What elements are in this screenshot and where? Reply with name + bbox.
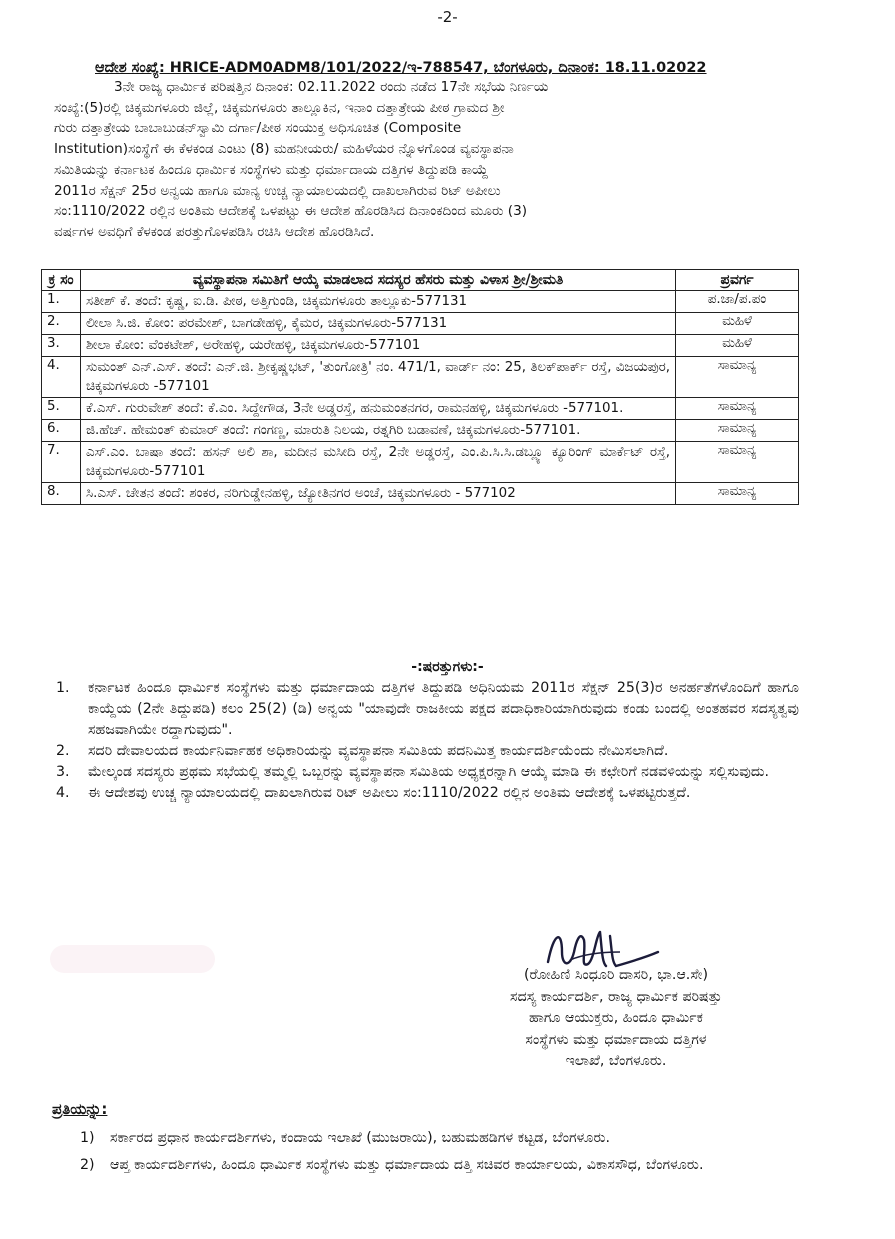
member-name-cell: ಸುಮಂತ್ ಎನ್.ಎಸ್. ತಂದೆ: ಎನ್.ಜಿ. ಶ್ರೀಕೃಷ್ಣಭಟ್, 'ತುಂಗೋತ್ರಿ' ನಂ. 471/1, ವಾರ್ಡ್ ನಂ: 25, ತಿಲಕ್‌ಪಾರ್ಕ್ ರಸ್ತೆ, ವಿಜಯಪುರ, ಚಿಕ್ಕಮಗಳೂರು -577101 — [81, 357, 676, 398]
member-category-cell: ಮಹಿಳೆ — [676, 335, 799, 357]
signatory-block — [426, 965, 806, 1073]
table-row — [42, 442, 799, 483]
condition-item — [54, 783, 799, 804]
table-row — [42, 313, 799, 335]
intro-line: ವರ್ಷಗಳ ಅವಧಿಗೆ ಕೆಳಕಂಡ ಪರತ್ತುಗೊಳಪಡಿಸಿ ರಚಿಸಿ ಆದೇಶ ಹೊರಡಿಸಿದೆ. — [54, 223, 375, 240]
header-sl-no: ಕ್ರ ಸಂ — [42, 270, 81, 291]
member-name-cell: ಸಿ.ಎಸ್. ಚೇತನ ತಂದೆ: ಶಂಕರ, ನರಿಗುಡ್ಡೇನಹಳ್ಳಿ, ಜ್ಯೋತಿನಗರ ಅಂಚೆ, ಚಿಕ್ಕಮಗಳೂರು - 577102 — [81, 483, 676, 505]
copy-text: ಸರ್ಕಾರದ ಪ್ರಧಾನ ಕಾರ್ಯದರ್ಶಿಗಳು, ಕಂದಾಯ ಇಲಾಖೆ (ಮುಜರಾಯಿ), ಬಹುಮಹಡಿಗಳ ಕಟ್ಟಡ, ಬೆಂಗಳೂರು. — [110, 1130, 610, 1146]
member-name-cell: ಲೀಲಾ ಸಿ.ಜಿ. ಕೋಂ: ಪರಮೇಶ್, ಬಾಗಡೇಹಳ್ಳಿ, ಕೈಮರ, ಚಿಕ್ಕಮಗಳೂರು-577131 — [81, 313, 676, 335]
member-sl-cell: 5. — [42, 398, 81, 420]
member-category-cell: ಸಾಮಾನ್ಯ — [676, 357, 799, 398]
condition-number: 2. — [56, 743, 70, 759]
table-row — [42, 357, 799, 398]
table-header-row — [42, 270, 799, 291]
member-category-cell: ಸಾಮಾನ್ಯ — [676, 483, 799, 505]
table-row — [42, 291, 799, 313]
member-category-cell: ಪ.ಜಾ/ಪ.ಪಂ — [676, 291, 799, 313]
condition-item — [54, 678, 799, 741]
intro-line: ಸಂ:1110/2022 ರಲ್ಲಿನ ಅಂತಿಮ ಆದೇಶಕ್ಕೆ ಒಳಪಟ್ಟು ಈ ಆದೇಶ ಹೊರಡಿಸಿದ ದಿನಾಂಕದಿಂದ ಮೂರು (3) — [54, 203, 528, 220]
member-sl-cell: 6. — [42, 420, 81, 442]
copies-list — [80, 1128, 795, 1182]
table-row — [42, 483, 799, 505]
condition-number: 1. — [56, 680, 70, 696]
intro-line: 3ನೇ ರಾಜ್ಯ ಧಾರ್ಮಿಕ ಪರಿಷತ್ತಿನ ದಿನಾಂಕ: 02.11.2022 ರಂದು ನಡೆದ 17ನೇ ಸಭೆಯ ನಿರ್ಣಯ — [114, 79, 549, 95]
intro-line: ಸಮಿತಿಯನ್ನು ಕರ್ನಾಟಕ ಹಿಂದೂ ಧಾರ್ಮಿಕ ಸಂಸ್ಥೆಗಳು ಮತ್ತು ಧರ್ಮಾದಾಯ ದತ್ತಿಗಳ ತಿದ್ದುಪಡಿ ಕಾಯ್ದೆ — [54, 161, 489, 178]
member-category-cell: ಸಾಮಾನ್ಯ — [676, 442, 799, 483]
member-name-cell: ಕೆ.ಎಸ್. ಗುರುವೇಶ್ ತಂದೆ: ಕೆ.ಎಂ. ಸಿದ್ದೇಗೌಡ, 3ನೇ ಅಡ್ಡರಸ್ತೆ, ಹನುಮಂತನಗರ, ರಾಮನಹಳ್ಳಿ, ಚಿಕ್ಕಮಗಳೂರು -577101. — [81, 398, 676, 420]
page-number: -2- — [437, 8, 458, 26]
intro-line: 2011ರ ಸೆಕ್ಷನ್ 25ರ ಅನ್ವಯ ಹಾಗೂ ಮಾನ್ಯ ಉಚ್ಚ ನ್ಯಾಯಾಲಯದಲ್ಲಿ ದಾಖಲಾಗಿರುವ ರಿಟ್ ಅಪೀಲು — [54, 182, 501, 199]
intro-line: ಸಂಖ್ಯೆ:(5)ರಲ್ಲಿ ಚಿಕ್ಕಮಗಳೂರು ಜಿಲ್ಲೆ, ಚಿಕ್ಕಮಗಳೂರು ತಾಲ್ಲೂಕಿನ, ಇನಾಂ ದತ್ತಾತ್ರೇಯ ಪೀಠ ಗ್ರಾಮದ ಶ್ರೀ — [54, 99, 505, 116]
copies-title: ಪ್ರತಿಯನ್ನು: — [52, 1100, 108, 1118]
signatory-designation: ಸದಸ್ಯ ಕಾರ್ಯದರ್ಶಿ, ರಾಜ್ಯ ಧಾರ್ಮಿಕ ಪರಿಷತ್ತು — [510, 988, 722, 1005]
committee-members-table — [41, 269, 799, 505]
condition-text: ಸದರಿ ದೇವಾಲಯದ ಕಾರ್ಯನಿರ್ವಾಹಕ ಅಧಿಕಾರಿಯನ್ನು ವ್ಯವಸ್ಥಾಪನಾ ಸಮಿತಿಯ ಪದನಿಮಿತ್ತ ಕಾರ್ಯದರ್ಶಿಯೆಂದು ನೇಮಿಸಲಾಗಿದೆ. — [88, 743, 669, 759]
intro-line: ಗುರು ದತ್ತಾತ್ರೇಯ ಬಾಬಾಬುಡನ್‌ಸ್ವಾಮಿ ದರ್ಗಾ/ಪೀಠ ಸಂಯುಕ್ತ ಅಧಿಸೂಚಿತ (Composite — [54, 120, 462, 137]
copy-number: 2) — [80, 1157, 95, 1173]
header-name-address: ವ್ಯವಸ್ಥಾಪನಾ ಸಮಿತಿಗೆ ಆಯ್ಕೆ ಮಾಡಲಾದ ಸದಸ್ಯರ ಹೆಸರು ಮತ್ತು ವಿಳಾಸ ಶ್ರೀ/ಶ್ರೀಮತಿ — [81, 270, 676, 291]
condition-text: ಈ ಆದೇಶವು ಉಚ್ಚ ನ್ಯಾಯಾಲಯದಲ್ಲಿ ದಾಖಲಾಗಿರುವ ರಿಟ್ ಅಪೀಲು ಸಂ:1110/2022 ರಲ್ಲಿನ ಅಂತಿಮ ಆದೇಶಕ್ಕೆ ಒಳಪಟ್ಟಿರುತ್ತದೆ. — [88, 785, 691, 801]
conditions-list — [54, 678, 799, 804]
member-name-cell: ಶೀಲಾ ಕೋಂ: ವೆಂಕಟೇಶ್, ಅರೇಹಳ್ಳಿ, ಯರೇಹಳ್ಳಿ, ಚಿಕ್ಕಮಗಳೂರು-577101 — [81, 335, 676, 357]
table-row — [42, 420, 799, 442]
member-sl-cell: 3. — [42, 335, 81, 357]
condition-text: ಮೇಲ್ಕಂಡ ಸದಸ್ಯರು ಪ್ರಥಮ ಸಭೆಯಲ್ಲಿ ತಮ್ಮಲ್ಲಿ ಒಬ್ಬರನ್ನು ವ್ಯವಸ್ಥಾಪನಾ ಸಮಿತಿಯ ಅಧ್ಯಕ್ಷರನ್ನಾಗಿ ಆಯ್ಕೆ ಮಾಡಿ ಈ ಕಛೇರಿಗೆ ನಡವಳಿಯನ್ನು ಸಲ್ಲಿಸುವುದು. — [88, 764, 770, 780]
member-category-cell: ಸಾಮಾನ್ಯ — [676, 398, 799, 420]
stamp-smudge — [50, 945, 215, 973]
table-row — [42, 398, 799, 420]
signatory-designation: ಸಂಸ್ಥೆಗಳು ಮತ್ತು ಧರ್ಮಾದಾಯ ದತ್ತಿಗಳ — [525, 1031, 707, 1048]
intro-paragraph — [54, 77, 796, 243]
intro-line: Institution)ಸಂಸ್ಥೆಗೆ ಈ ಕೆಳಕಂಡ ಎಂಟು (8) ಮಹನೀಯರು/ ಮಹಿಳೆಯರ ನ್ನೊಳಗೊಂಡ ವ್ಯವಸ್ಥಾಪನಾ — [54, 141, 514, 158]
condition-item — [54, 741, 799, 762]
member-category-cell: ಮಹಿಳೆ — [676, 313, 799, 335]
signatory-designation: ಇಲಾಖೆ, ಬೆಂಗಳೂರು. — [565, 1053, 667, 1069]
member-sl-cell: 1. — [42, 291, 81, 313]
member-sl-cell: 4. — [42, 357, 81, 398]
member-sl-cell: 8. — [42, 483, 81, 505]
member-sl-cell: 7. — [42, 442, 81, 483]
member-name-cell: ಜಿ.ಹೆಚ್. ಹೇಮಂತ್ ಕುಮಾರ್ ತಂದೆ: ಗಂಗಣ್ಣ, ಮಾರುತಿ ನಿಲಯ, ರತ್ನಗಿರಿ ಬಡಾವಣೆ, ಚಿಕ್ಕಮಗಳೂರು-577101. — [81, 420, 676, 442]
condition-number: 4. — [56, 785, 70, 801]
signatory-designation: ಹಾಗೂ ಆಯುಕ್ತರು, ಹಿಂದೂ ಧಾರ್ಮಿಕ — [528, 1010, 703, 1026]
table-row — [42, 335, 799, 357]
conditions-title: -:ಷರತ್ತುಗಳು:- — [411, 659, 484, 675]
condition-item — [54, 762, 799, 783]
order-number-line: ಆದೇಶ ಸಂಖ್ಯೆ: HRICE-ADM0ADM8/101/2022/ಇ-788547, ಬೆಂಗಳೂರು, ದಿನಾಂಕ: 18.11.02022 — [95, 60, 707, 76]
header-category: ಪ್ರವರ್ಗ — [676, 270, 799, 291]
member-name-cell: ಸತೀಶ್ ಕೆ. ತಂದೆ: ಕೃಷ್ಣ, ಐ.ಡಿ. ಪೀಠ, ಅತ್ತಿಗುಂಡಿ, ಚಿಕ್ಕಮಗಳೂರು ತಾಲ್ಲೂಕು-577131 — [81, 291, 676, 313]
copy-item — [80, 1128, 795, 1149]
member-name-cell: ಎಸ್.ಎಂ. ಬಾಷಾ ತಂದೆ: ಹಸನ್ ಅಲಿ ಶಾ, ಮದೀನ ಮಸೀದಿ ರಸ್ತೆ, 2ನೇ ಅಡ್ಡರಸ್ತೆ, ಎಂ.ಪಿ.ಸಿ.ಸಿ.ಡಬ್ಲ್ಯೂ ಕ್ಯೂರಿಂಗ್ ಮಾರ್ಕೆಟ್ ರಸ್ತೆ, ಚಿಕ್ಕಮಗಳೂರು-577101 — [81, 442, 676, 483]
copy-number: 1) — [80, 1130, 95, 1146]
condition-text: ಕರ್ನಾಟಕ ಹಿಂದೂ ಧಾರ್ಮಿಕ ಸಂಸ್ಥೆಗಳು ಮತ್ತು ಧರ್ಮಾದಾಯ ದತ್ತಿಗಳ ತಿದ್ದುಪಡಿ ಅಧಿನಿಯಮ 2011ರ ಸೆಕ್ಷನ್ 25(3)ರ ಅನರ್ಹತೆಗಳೊಂದಿಗೆ ಹಾಗೂ ಕಾಯ್ದೆಯ (2ನೇ ತಿದ್ದುಪಡಿ) ಕಲಂ 25(2) (ಡಿ) ಅನ್ವಯ "ಯಾವುದೇ ರಾಜಕೀಯ ಪಕ್ಷದ ಪದಾಧಿಕಾರಿಯಾಗಿರುವುದು ಕಂಡು ಬಂದಲ್ಲಿ ಅಂತಹವರ ಸದಸ್ಯತ್ವವು ಸಹಜವಾಗಿಯೇ ರದ್ದಾಗುವುದು". — [88, 680, 799, 738]
member-sl-cell: 2. — [42, 313, 81, 335]
signatory-name: (ರೋಹಿಣಿ ಸಿಂಧೂರಿ ದಾಸರಿ, ಭಾ.ಆ.ಸೇ) — [523, 967, 709, 983]
copy-text: ಆಪ್ತ ಕಾರ್ಯದರ್ಶಿಗಳು, ಹಿಂದೂ ಧಾರ್ಮಿಕ ಸಂಸ್ಥೆಗಳು ಮತ್ತು ಧರ್ಮಾದಾಯ ದತ್ತಿ ಸಚಿವರ ಕಾರ್ಯಾಲಯ, ವಿಕಾಸಸೌಧ, ಬೆಂಗಳೂರು. — [110, 1157, 704, 1173]
condition-number: 3. — [56, 764, 70, 780]
member-category-cell: ಸಾಮಾನ್ಯ — [676, 420, 799, 442]
copy-item — [80, 1155, 795, 1176]
